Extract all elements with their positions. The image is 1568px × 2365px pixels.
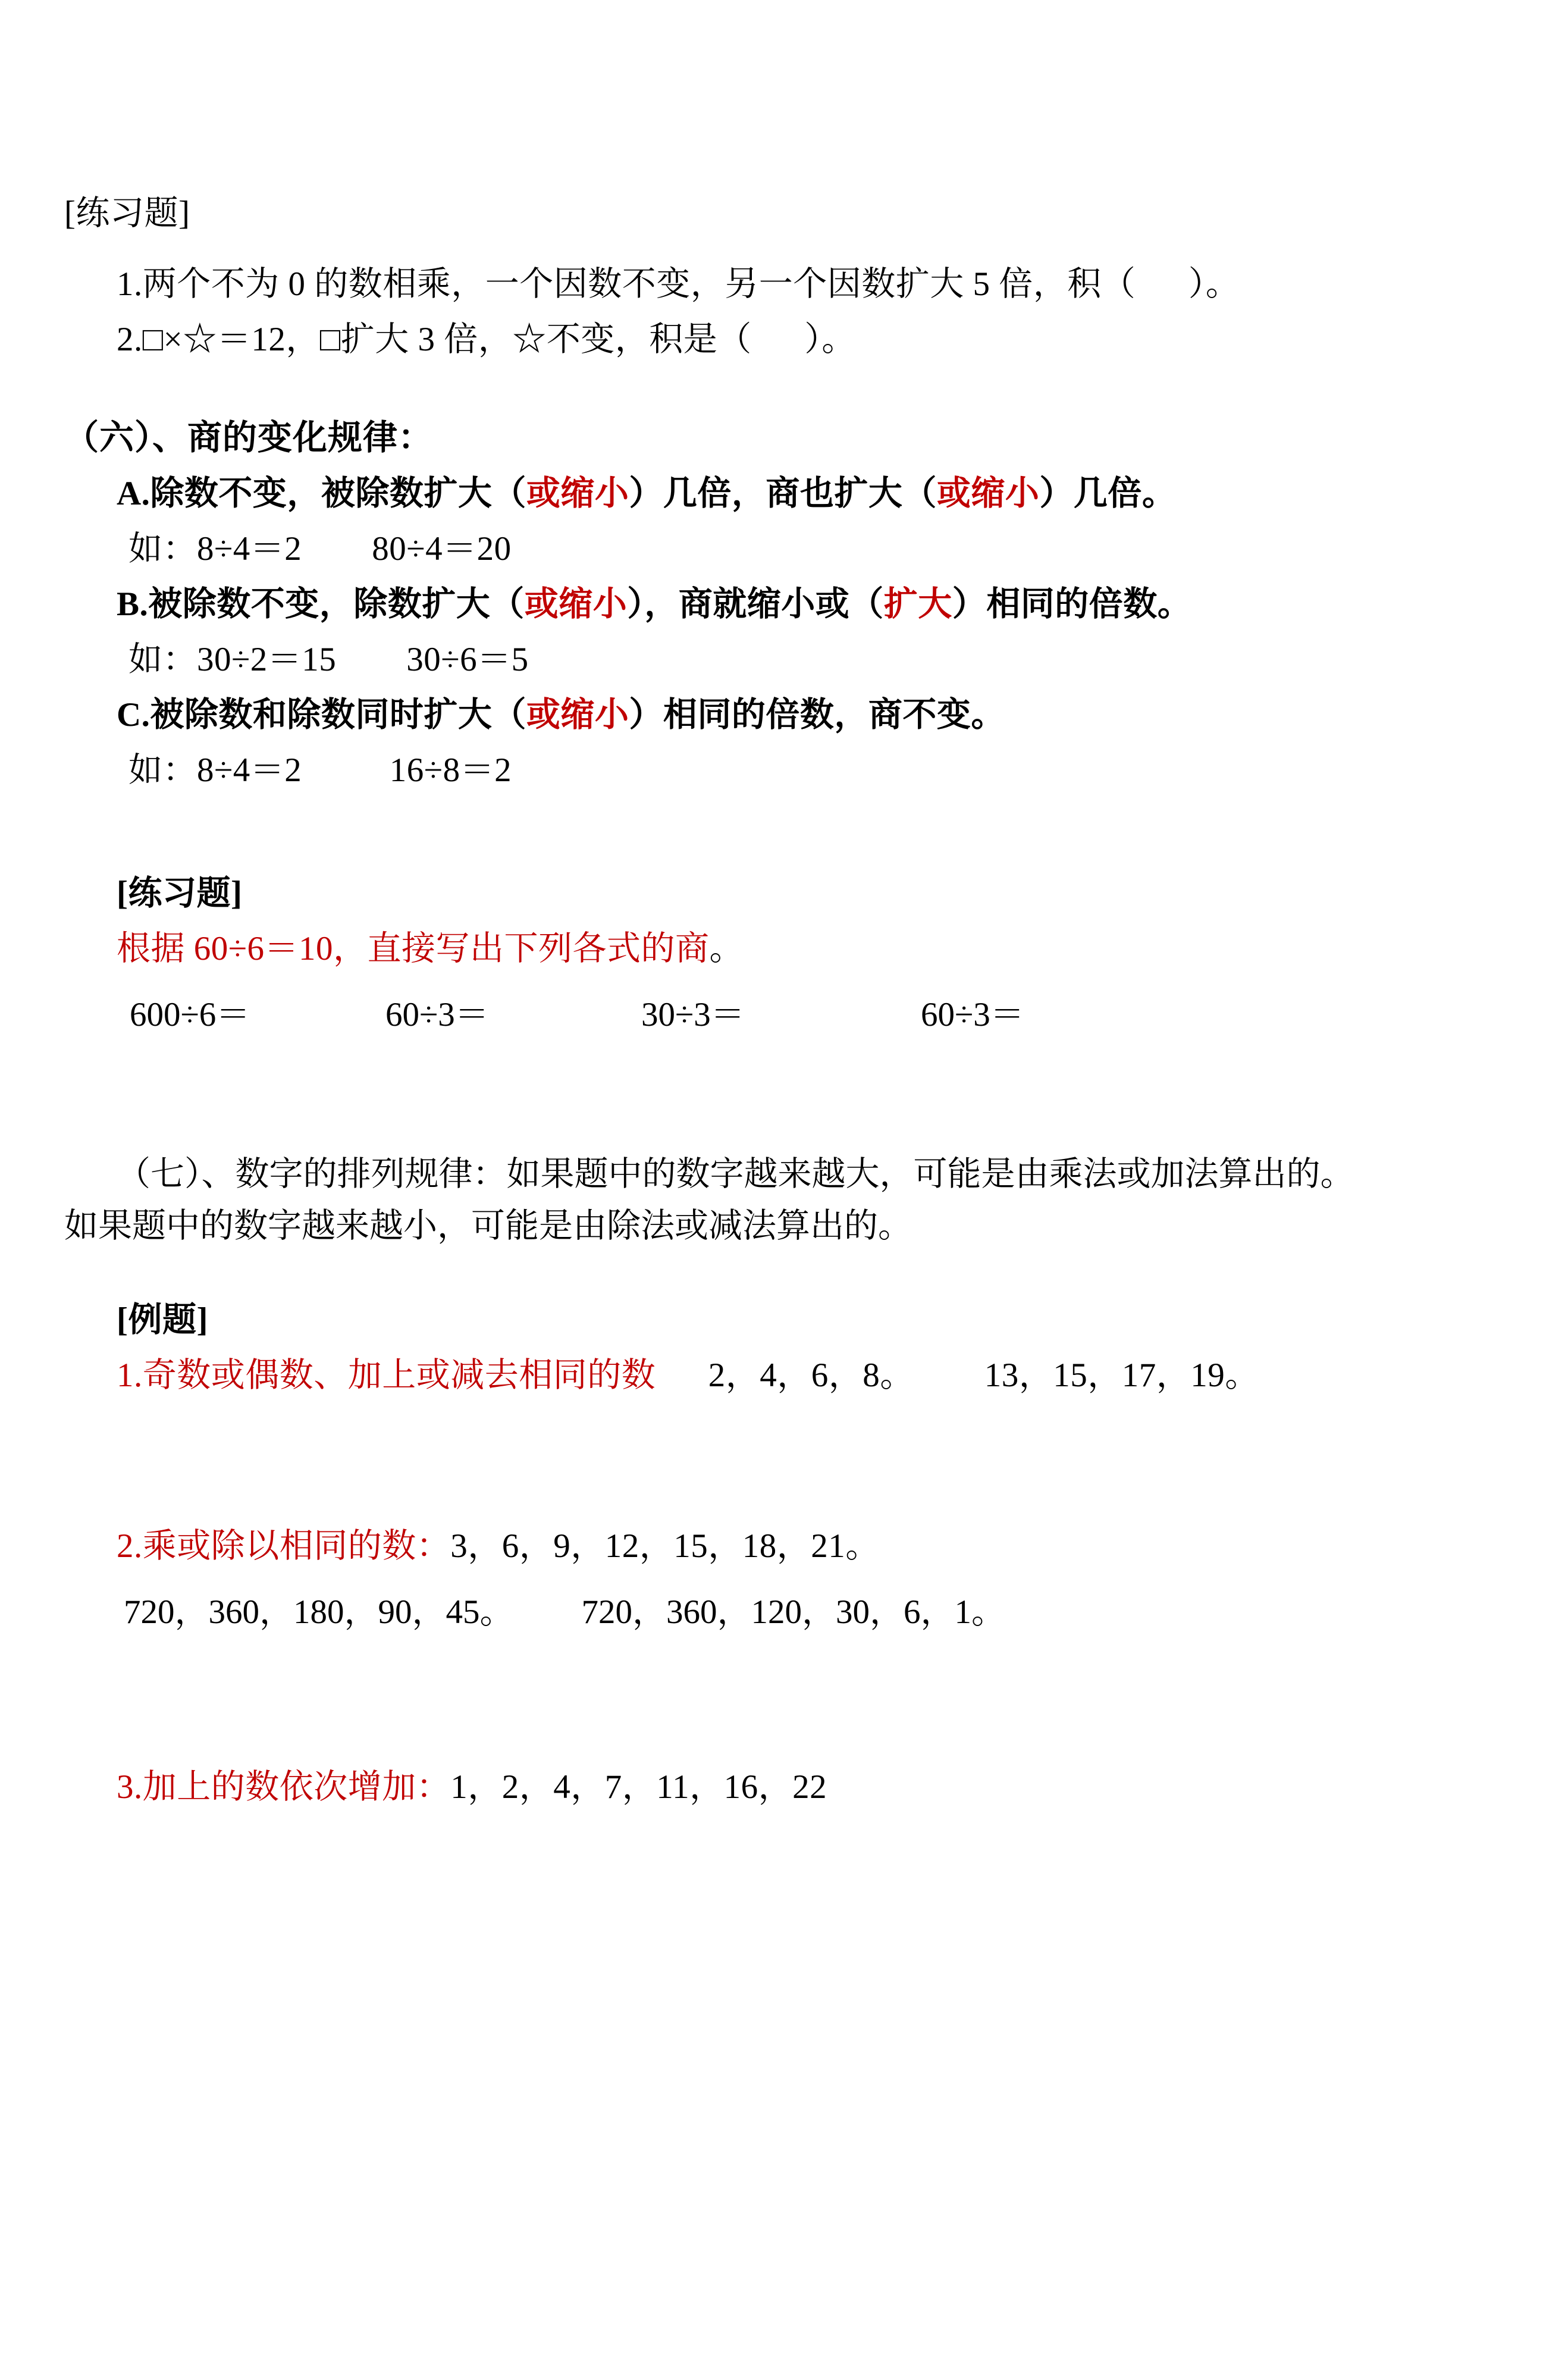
rule-c-text-2: ）相同的倍数，商不变。 <box>629 696 1005 734</box>
rule-a-example: 如：8÷4＝2 80÷4＝20 <box>128 530 512 568</box>
rule-a-text-1: A.除数不变，被除数扩大（ <box>117 475 526 512</box>
rule-a-text-3: ）几倍。 <box>1039 475 1177 512</box>
rule-a-red-2: 或缩小 <box>936 475 1040 512</box>
rule-b-example: 如：30÷2＝15 30÷6＝5 <box>128 641 529 678</box>
rule-c-example: 如：8÷4＝2 16÷8＝2 <box>128 751 512 789</box>
exercise-item-1-2: 2.□×☆＝12，□扩大 3 倍，☆不变，积是（ ）。 <box>117 321 856 358</box>
example-2-row2-b: 720，360，120，30，6，1。 <box>581 1593 1005 1631</box>
rule-b-red-1: 或缩小 <box>524 585 628 623</box>
practice-prompt <box>64 932 1450 966</box>
rule-b-text-2: ），商就缩小或（ <box>627 585 884 623</box>
practice-prompt-tail: 。 <box>709 930 744 967</box>
rule-c-red-1: 或缩小 <box>526 696 629 734</box>
division-exercise-row <box>64 987 1450 1036</box>
practice-prompt-red: 根据 60÷6＝10，直接写出下列各式的商 <box>117 930 710 967</box>
document-body <box>64 196 1450 1804</box>
example-item-2 <box>64 1529 1450 1563</box>
rule-a-red-1: 或缩小 <box>526 475 629 512</box>
example-1-sequence-b: 13，15，17，19。 <box>984 1357 1259 1395</box>
rule-c-text-1: C.被除数和除数同时扩大（ <box>117 696 526 734</box>
rule-a-text-2: ）几倍，商也扩大（ <box>629 475 937 512</box>
example-1-sequence-a: 2，4，6，8。 <box>708 1357 914 1395</box>
division-exercise-4: 60÷3＝ <box>921 996 1024 1033</box>
division-exercise-2: 60÷3＝ <box>385 996 489 1033</box>
example-item-3 <box>64 1770 1450 1804</box>
section-heading-seven-line2: 如果题中的数字越来越小，可能是由除法或减法算出的。 <box>64 1207 912 1245</box>
example-1-spacer-2 <box>914 1357 984 1394</box>
section-heading-six: （六）、商的变化规律： <box>64 418 434 457</box>
practice-label-1: [练习题] <box>64 195 190 232</box>
example-2-sequence: 3，6，9，12，15，18，21。 <box>450 1527 880 1565</box>
example-2-row2-spacer <box>514 1593 582 1631</box>
rule-b <box>64 587 1450 621</box>
example-2-label: 2.乘或除以相同的数： <box>117 1527 451 1565</box>
exercise-item-1-1: 1.两个不为 0 的数相乘，一个因数不变，另一个因数扩大 5 倍，积（ ）。 <box>117 265 1240 303</box>
rule-a <box>64 477 1450 510</box>
example-item-1 <box>64 1357 1450 1395</box>
rule-b-text-1: B.被除数不变，除数扩大（ <box>117 585 525 623</box>
example-label: [例题] <box>117 1301 208 1339</box>
rule-b-text-3: ）相同的倍数。 <box>952 585 1192 623</box>
example-2-row2-a: 720，360，180，90，45。 <box>124 1593 514 1631</box>
division-exercise-1: 600÷6＝ <box>130 996 250 1033</box>
example-3-sequence: 1，2，4，7，11，16，22 <box>450 1768 827 1806</box>
example-1-spacer <box>656 1357 708 1394</box>
example-1-label: 1.奇数或偶数、加上或减去相同的数 <box>117 1357 656 1395</box>
practice-label-2: [练习题] <box>117 875 243 912</box>
section-heading-seven-line1: （七）、数字的排列规律：如果题中的数字越来越大，可能是由乘法或加法算出的。 <box>117 1155 1354 1193</box>
rule-c <box>64 698 1450 732</box>
rule-b-red-2: 扩大 <box>883 585 952 623</box>
division-exercise-3: 30÷3＝ <box>641 996 745 1033</box>
example-3-label: 3.加上的数依次增加： <box>117 1768 451 1806</box>
example-2-row2 <box>64 1584 1450 1633</box>
